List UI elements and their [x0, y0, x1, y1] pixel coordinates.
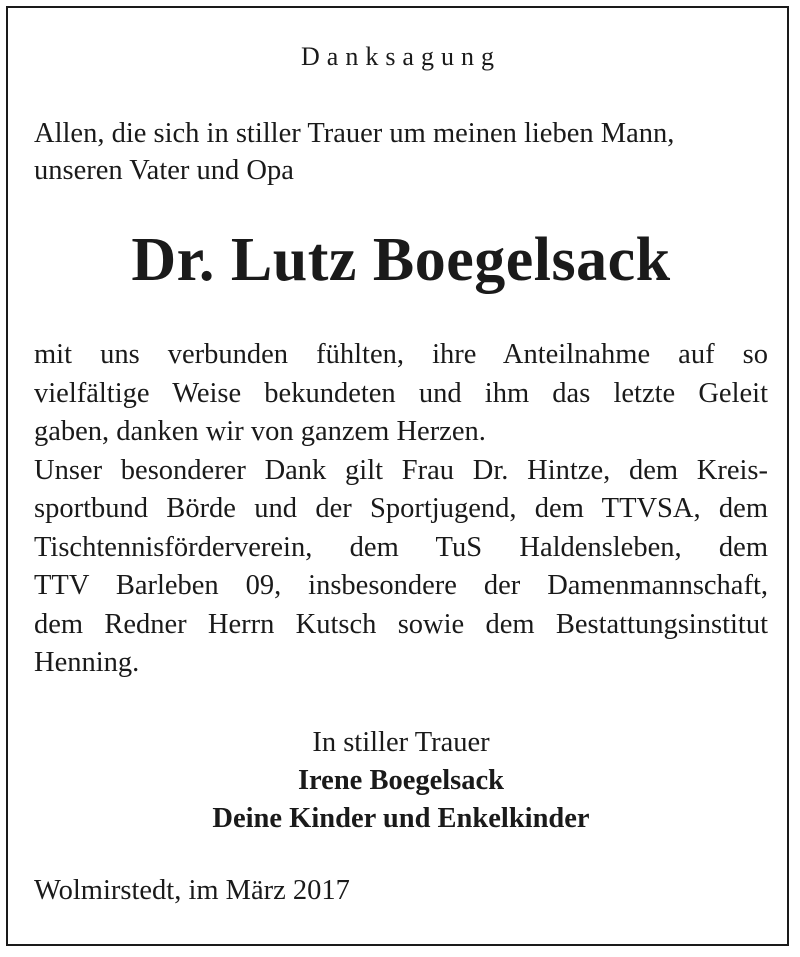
- body-line: sportbund Börde und der Sportjugend, dem TTVSA, dem: [34, 493, 768, 524]
- thanks-body: [34, 336, 768, 683]
- intro-text: [34, 115, 768, 189]
- body-line: mit uns verbunden fühlten, ihre Anteilnahme auf so: [34, 339, 768, 370]
- body-line: TTV Barleben 09, insbesondere der Damenmannschaft,: [34, 570, 768, 601]
- signature-intro: In stiller Trauer: [312, 727, 490, 758]
- signature-name: Irene Boegelsack: [297, 765, 505, 796]
- intro-line: unseren Vater und Opa: [34, 155, 294, 186]
- notice-heading: Danksagung: [301, 42, 501, 71]
- intro-line: Allen, die sich in stiller Trauer um meinen lieben Mann,: [34, 118, 675, 149]
- body-line: Unser besonderer Dank gilt Frau Dr. Hintze, dem Kreis-: [34, 454, 768, 486]
- body-line: Tischtennisförderverein, dem TuS Haldensleben, dem: [34, 531, 768, 563]
- body-line: dem Redner Herrn Kutsch sowie dem Bestattungsinstitut: [34, 608, 768, 640]
- signature-name: Deine Kinder und Enkelkinder: [212, 803, 590, 834]
- deceased-name: Dr. Lutz Boegelsack: [131, 226, 671, 294]
- place-date: Wolmirstedt, im März 2017: [34, 875, 350, 906]
- body-line: gaben, danken wir von ganzem Herzen.: [34, 416, 486, 447]
- body-line: vielfältige Weise bekundeten und ihm das letzte Geleit: [34, 377, 768, 409]
- signature-block: [34, 724, 768, 838]
- body-line: Henning.: [34, 647, 140, 678]
